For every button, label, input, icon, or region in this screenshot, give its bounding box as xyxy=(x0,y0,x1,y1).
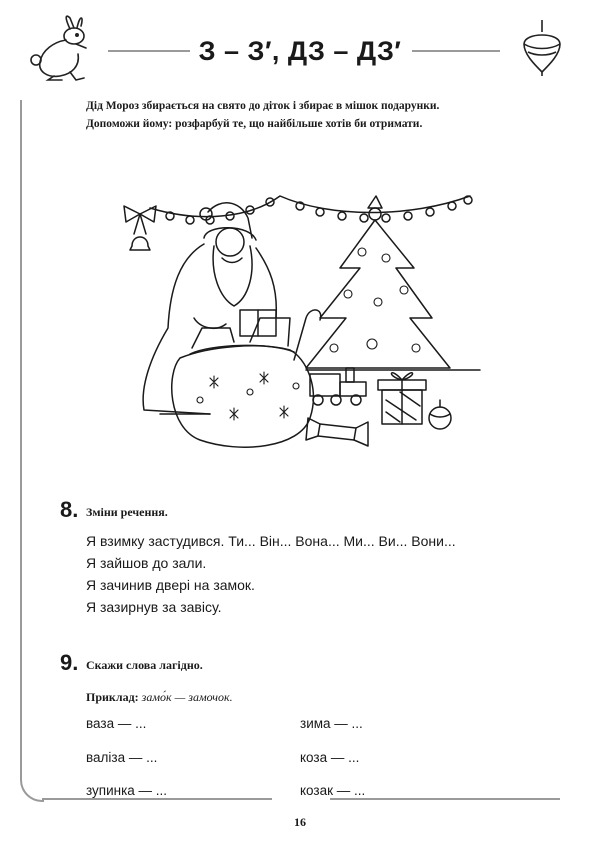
word-item: козак — ... xyxy=(300,783,366,798)
exercise-8-sentence: Я зазирнув за завісу. xyxy=(86,599,222,615)
exercise-8-number: 8. xyxy=(60,497,79,522)
exercise-8-sentence: Я взимку застудився. Ти... Він... Вона... Ми... Ви... Вони... xyxy=(86,533,456,549)
intro-line-1: Дід Мороз збирається на свято до діток і збирає в мішок подарунки. xyxy=(86,100,440,112)
exercise-8-title: Зміни речення. xyxy=(86,505,168,519)
garland-bulbs xyxy=(166,196,472,224)
exercise-9-example xyxy=(86,690,233,705)
page-frame-bottom-right xyxy=(330,798,560,800)
example-label: Приклад: xyxy=(86,690,139,704)
word-item: ваза — ... xyxy=(86,716,147,731)
page-title: З – З′, ДЗ – ДЗ′ xyxy=(198,36,402,66)
spinning-top-icon xyxy=(514,18,564,78)
page-frame-bottom xyxy=(42,798,272,800)
word-item: коза — ... xyxy=(300,750,360,765)
intro-text xyxy=(86,97,576,133)
page-number: 16 xyxy=(294,815,306,829)
word-item: зима — ... xyxy=(300,716,363,731)
word-item: валіза — ... xyxy=(86,750,158,765)
exercise-9-title: Скажи слова лагідно. xyxy=(86,658,203,672)
intro-line-2: Допоможи йому: розфарбуй те, що найбільше хотів би отримати. xyxy=(86,118,423,130)
example-text: замо́к — замочок. xyxy=(141,690,233,704)
exercise-8-sentence: Я зайшов до зали. xyxy=(86,555,207,571)
exercise-8-sentence: Я зачинив двері на замок. xyxy=(86,577,255,593)
word-item: зупинка — ... xyxy=(86,783,168,798)
santa-illustration xyxy=(110,178,490,453)
page-frame-left xyxy=(20,100,44,802)
exercise-9-number: 9. xyxy=(60,650,79,675)
